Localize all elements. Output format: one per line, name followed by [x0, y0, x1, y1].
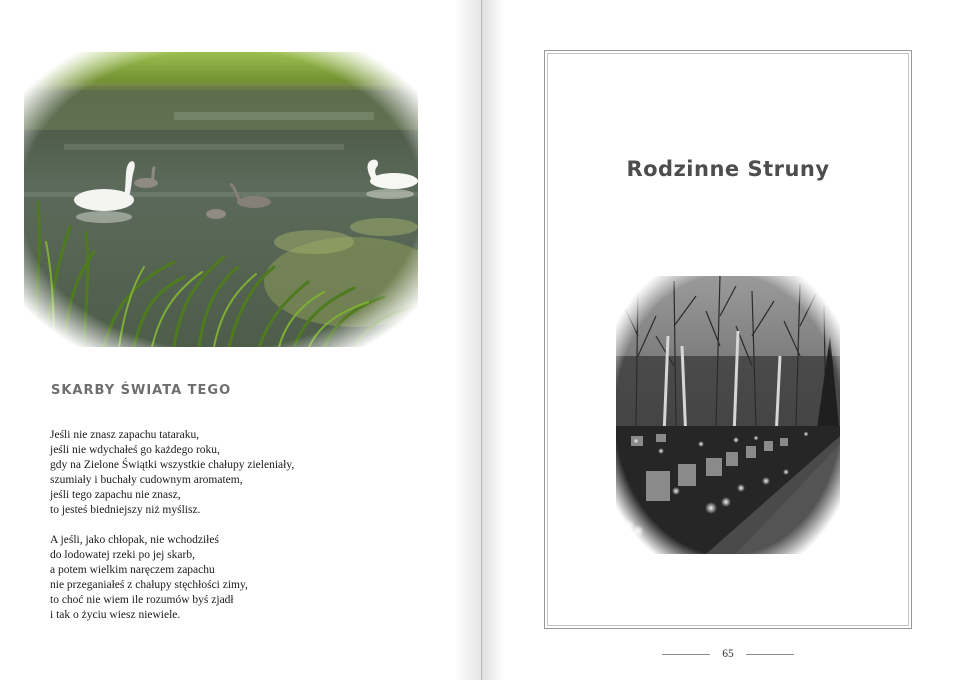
poem-verse: Jeśli nie znasz zapachu tataraku,	[50, 429, 200, 441]
poem-verse: A jeśli, jako chłopak, nie wchodziłeś	[50, 534, 219, 546]
poem-title: SKARBY ŚWIATA TEGO	[51, 383, 232, 398]
section-title: Rodzinne Struny	[626, 157, 830, 181]
gutter-shadow	[454, 0, 482, 680]
cemetery-photo	[616, 276, 840, 554]
poem-verse: to choć nie wiem ile rozumów byś zjadł	[50, 594, 234, 606]
footer-rule-right	[746, 654, 794, 655]
poem-verse: gdy na Zielone Świątki wszystkie chałupy zieleniały,	[50, 459, 295, 471]
poem-verse: i tak o życiu wiesz niewiele.	[50, 609, 181, 621]
poem-verse: jeśli tego zapachu nie znasz,	[50, 489, 181, 501]
poem-verse: szumiały i buchały cudownym aromatem,	[50, 474, 243, 486]
swan-pond-photo	[24, 52, 418, 347]
poem-stanza	[50, 428, 380, 518]
footer-rule-left	[662, 654, 710, 655]
poem-text	[50, 428, 380, 638]
poem-verse: nie przeganiałeś z chałupy stęchłości zimy,	[50, 579, 248, 591]
poem-verse: to jesteś biedniejszy niż myślisz.	[50, 504, 201, 516]
poem-verse: jeśli nie wdychałeś go każdego roku,	[50, 444, 220, 456]
poem-stanza	[50, 533, 380, 623]
poem-verse: a potem wielkim naręczem zapachu	[50, 564, 215, 576]
page-footer	[662, 646, 794, 662]
page-number: 65	[722, 648, 734, 660]
poem-verse: do lodowatej rzeki po jej skarb,	[50, 549, 195, 561]
right-page	[482, 0, 964, 680]
gutter-shadow	[482, 0, 504, 680]
